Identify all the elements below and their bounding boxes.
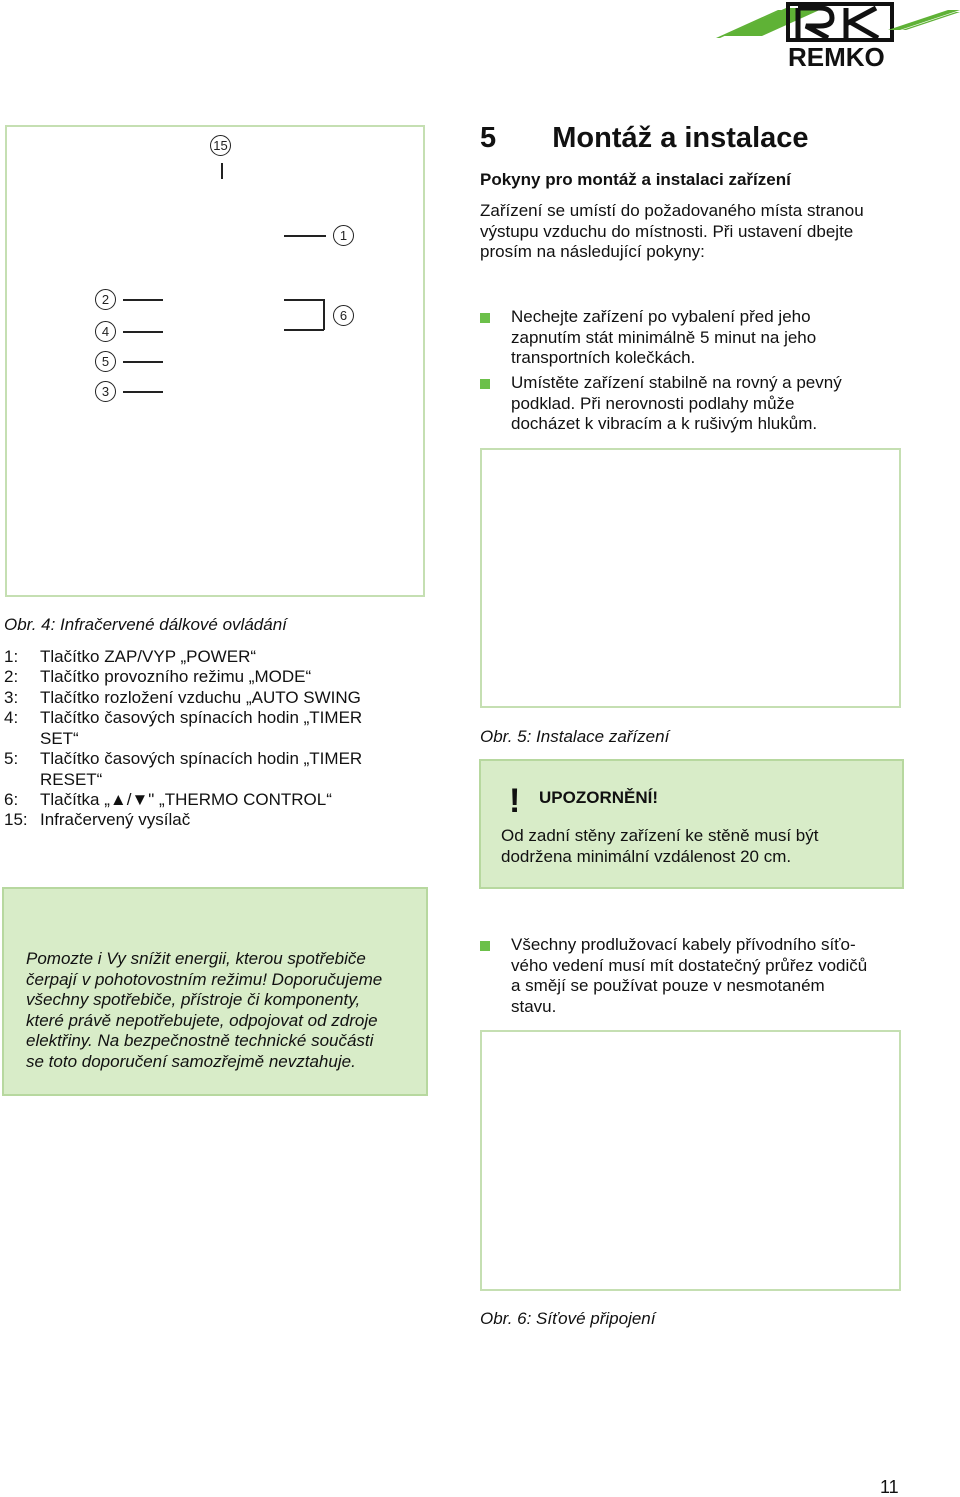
callout-2: 2 [95,289,116,310]
leader-line [123,299,163,301]
legend-number: 15: [4,810,28,829]
figure5-caption: Obr. 5: Instalace zařízení [480,727,670,746]
legend-number: 6: [4,790,19,809]
bullet-line: a smějí se používat pouze v nesmotaném [511,976,825,995]
bullet-square-icon [480,941,490,951]
legend-number: 1: [4,647,19,666]
leader-line [221,163,223,179]
callout-5: 5 [95,351,116,372]
energy-note-line: elektřiny. Na bezpečnostně technické součásti [26,1031,374,1050]
legend-text [40,749,420,790]
logo-text: REMKO [788,42,885,70]
bullet-line: podklad. Při nerovnosti podlahy může [511,393,795,413]
figure6-caption: Obr. 6: Síťové připojení [480,1309,656,1328]
callout-6: 6 [333,305,354,326]
legend-text: Tlačítko rozložení vzduchu „AUTO SWING [40,688,361,707]
warning-line: Od zadní stěny zařízení ke stěně musí být [501,826,819,845]
remko-logo [716,0,960,70]
leader-line [284,329,324,331]
callout-15: 15 [210,135,231,156]
section-subtitle: Pokyny pro montáž a instalaci zařízení [480,170,791,189]
figure4-caption: Obr. 4: Infračervené dálkové ovládání [4,615,287,634]
legend-number: 4: [4,708,19,727]
warning-line: dodržena minimální vzdálenost 20 cm. [501,846,792,866]
legend-text: Tlačítko provozního režimu „MODE“ [40,667,312,686]
page-number: 11 [880,1477,899,1497]
warning-exclamation-icon: ! [509,782,521,820]
bullet-line: stavu. [511,996,557,1016]
figure6-image [480,1030,901,1291]
intro-line: Zařízení se umístí do požadovaného místa stranou [480,201,864,220]
intro-line: výstupu vzduchu do místnosti. Při ustavení dbejte [480,221,854,241]
leader-line [323,299,325,330]
energy-note-line: které právě nepotřebujete, odpojovat od zdroje [26,1010,378,1030]
bullet-line: transportních kolečkách. [511,348,696,367]
section-number: 5 [480,122,497,154]
bullet-line: Všechny prodlužovací kabely přívodního síťo- [511,935,856,954]
bullet-square-icon [480,313,490,323]
section-title: Montáž a instalace [552,122,809,154]
leader-line [123,331,163,333]
bullet-square-icon [480,379,490,389]
bullet-item [480,307,816,369]
energy-note-text [26,949,426,1072]
legend-text: Tlačítko ZAP/VYP „POWER“ [40,647,257,666]
energy-note-line: Pomozte i Vy snížit energii, kterou spotřebiče [26,949,366,968]
callout-1: 1 [333,225,354,246]
legend-text: Infračervený vysílač [40,810,191,829]
warning-box [479,759,904,889]
legend-number: 5: [4,749,19,768]
energy-note-line: se toto doporučení samozřejmě nevztahuje. [26,1051,356,1071]
warning-text [501,826,901,867]
section-intro [480,201,920,263]
intro-line: prosím na následující pokyny: [480,242,705,261]
legend-line: Tlačítko časových spínacích hodin „TIMER [40,749,363,768]
remko-logo-mark-icon [716,4,960,40]
energy-note-line: čerpají v pohotovostním režimu! Doporučujeme [26,969,383,989]
leader-line [123,361,163,363]
legend-number: 3: [4,688,19,707]
bullet-line: Nechejte zařízení po vybalení před jeho [511,307,811,326]
legend-line: Tlačítko časových spínacích hodin „TIMER [40,708,363,727]
leader-line [123,391,163,393]
callout-4: 4 [95,321,116,342]
legend-line: RESET“ [40,769,103,789]
legend-text: Tlačítka „▲/▼" „THERMO CONTROL“ [40,790,332,809]
bullet-item [480,935,867,1017]
figure4-image [5,125,425,597]
warning-title: UPOZORNĚNÍ! [539,788,658,807]
legend-text [40,708,420,749]
callout-3: 3 [95,381,116,402]
bullet-item [480,373,842,435]
energy-note-line: všechny spotřebiče, přístroje či komponenty, [26,990,361,1009]
legend-number: 2: [4,667,19,686]
section-heading [480,122,809,154]
figure5-image [480,448,901,708]
energy-note-box [2,887,428,1096]
bullet-line: zapnutím stát minimálně 5 minut na jeho [511,327,817,347]
leader-line [284,235,326,237]
bullet-line: vého vedení musí mít dostatečný průřez vodičů [511,955,868,975]
bullet-line: Umístěte zařízení stabilně na rovný a pevný [511,373,842,392]
leader-line [284,299,324,301]
bullet-line: docházet k vibracím a k rušivým hlukům. [511,414,818,433]
legend-line: SET“ [40,728,79,748]
